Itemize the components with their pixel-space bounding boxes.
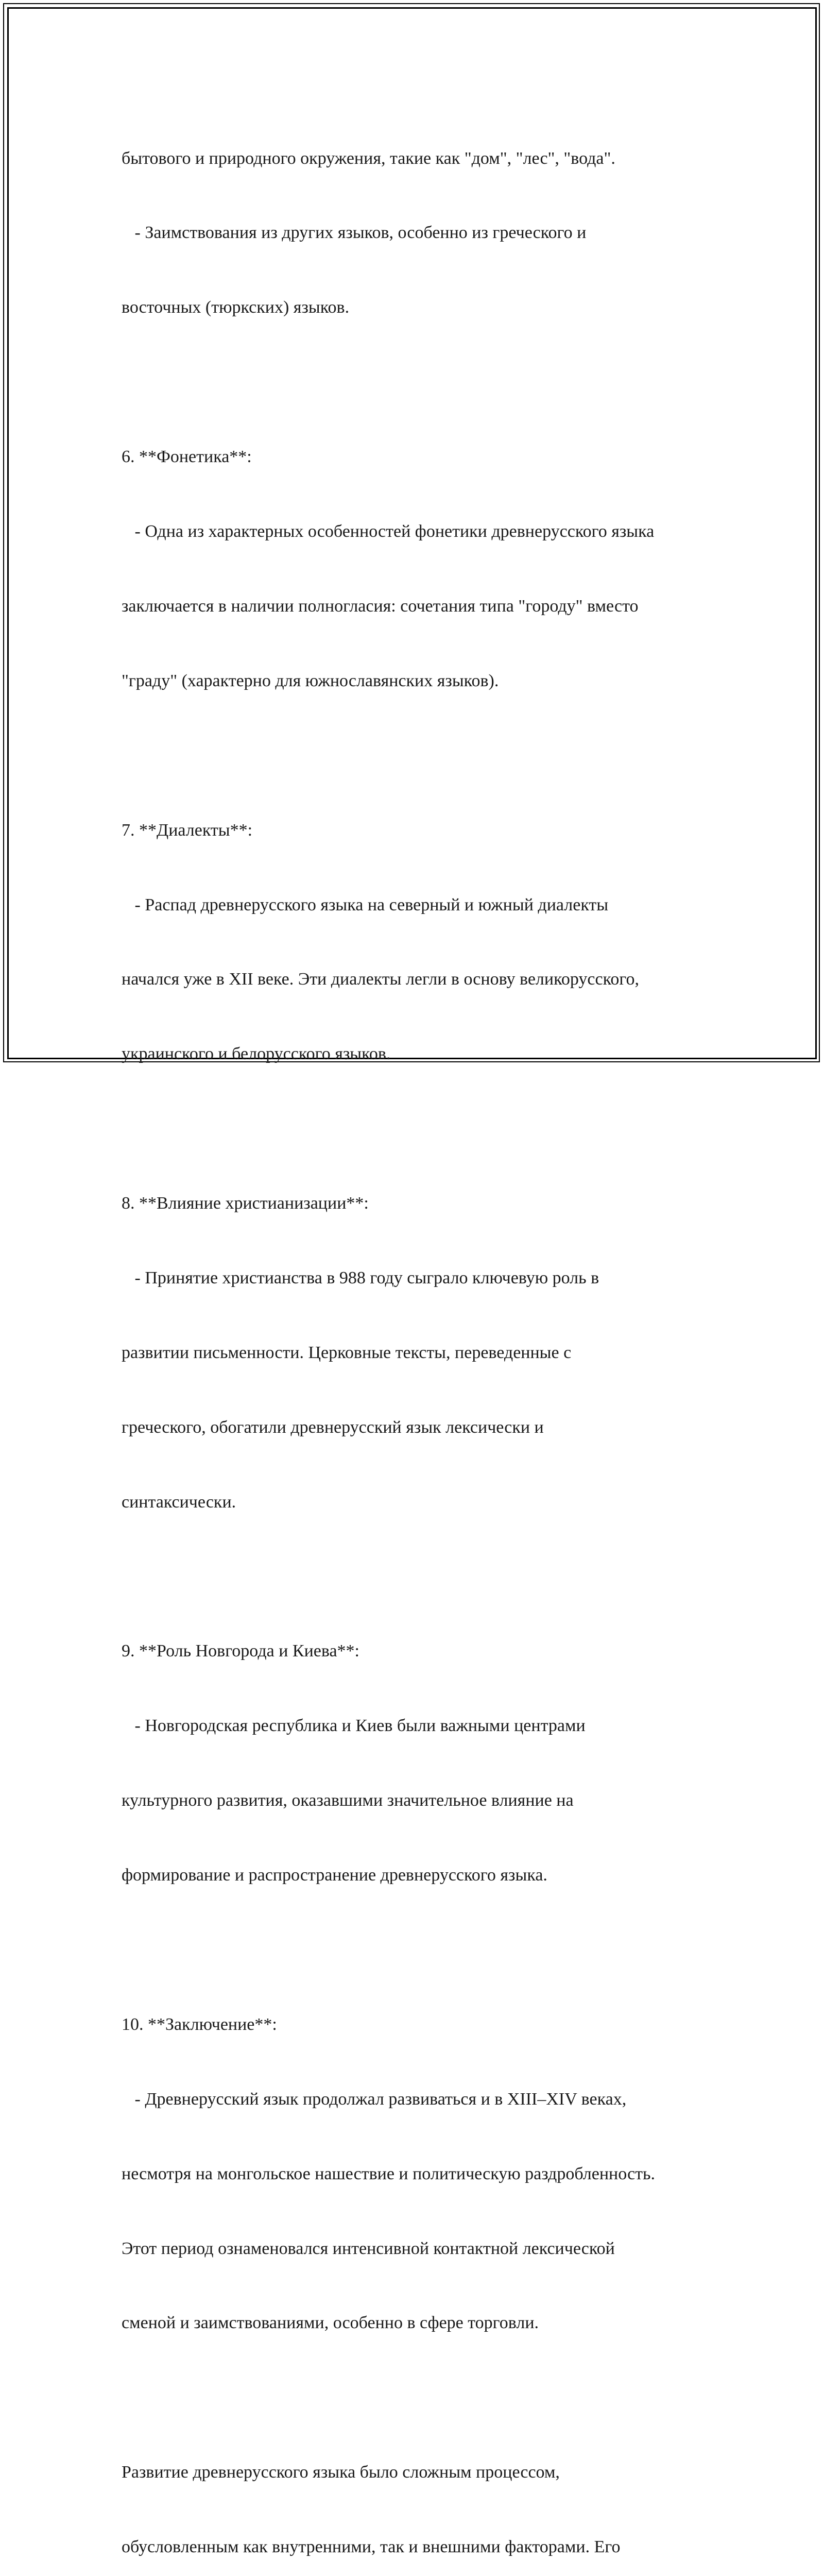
text-line: заключается в наличии полногласия: сочетания типа "городу" вместо: [122, 596, 639, 616]
text-line: - Древнерусский язык продолжал развиваться и в XIII–XIV веках,: [122, 2089, 627, 2109]
section-heading-novgorod-kiev: 9. **Роль Новгорода и Киева**:: [122, 1641, 360, 1661]
blank-line: [122, 1565, 729, 1589]
text-line: - Новгородская республика и Киев были важными центрами: [122, 1716, 586, 1736]
blank-line: [122, 743, 729, 768]
blank-line: [122, 2385, 729, 2410]
text-line: формирование и распространение древнерусского языка.: [122, 1866, 547, 1885]
text-line: украинского и белорусского языков.: [122, 1044, 391, 1064]
text-line: восточных (тюркских) языков.: [122, 298, 350, 317]
text-line: греческого, обогатили древнерусский язык лексически и: [122, 1417, 544, 1437]
text-line: сменой и заимствованиями, особенно в сфере торговли.: [122, 2313, 539, 2333]
blank-line: [122, 1938, 729, 1962]
text-line: развитии письменности. Церковные тексты, переведенные с: [122, 1343, 572, 1362]
document-body: [122, 96, 729, 2576]
text-line: синтаксически.: [122, 1492, 236, 1512]
section-heading-dialects: 7. **Диалекты**:: [122, 820, 253, 840]
text-line: - Одна из характерных особенностей фонетики древнерусского языка: [122, 522, 655, 541]
text-line: "граду" (характерно для южнославянских языков).: [122, 671, 499, 690]
closing-paragraph-line: Развитие древнерусского языка было сложным процессом,: [122, 2463, 560, 2482]
text-line: Этот период ознаменовался интенсивной контактной лексической: [122, 2239, 615, 2258]
text-line: - Принятие христианства в 988 году сыграло ключевую роль в: [122, 1268, 599, 1287]
text-line: несмотря на монгольское нашествие и политическую раздробленность.: [122, 2164, 656, 2183]
text-line: бытового и природного окружения, такие как "дом", "лес", "вода".: [122, 148, 615, 168]
text-line: - Заимствования из других языков, особенно из греческого и: [122, 223, 587, 243]
section-heading-phonetics: 6. **Фонетика**:: [122, 447, 252, 467]
text-line: начался уже в XII веке. Эти диалекты легли в основу великорусского,: [122, 970, 640, 989]
blank-line: [122, 370, 729, 395]
closing-paragraph-line: обусловленным как внутренними, так и внешними факторами. Его: [122, 2537, 621, 2557]
section-heading-christianization: 8. **Влияние христианизации**:: [122, 1194, 369, 1213]
section-heading-conclusion: 10. **Заключение**:: [122, 2014, 277, 2034]
blank-line: [122, 1116, 729, 1141]
text-line: - Распад древнерусского языка на северный и южный диалекты: [122, 895, 609, 914]
text-line: культурного развития, оказавшими значительное влияние на: [122, 1791, 574, 1810]
